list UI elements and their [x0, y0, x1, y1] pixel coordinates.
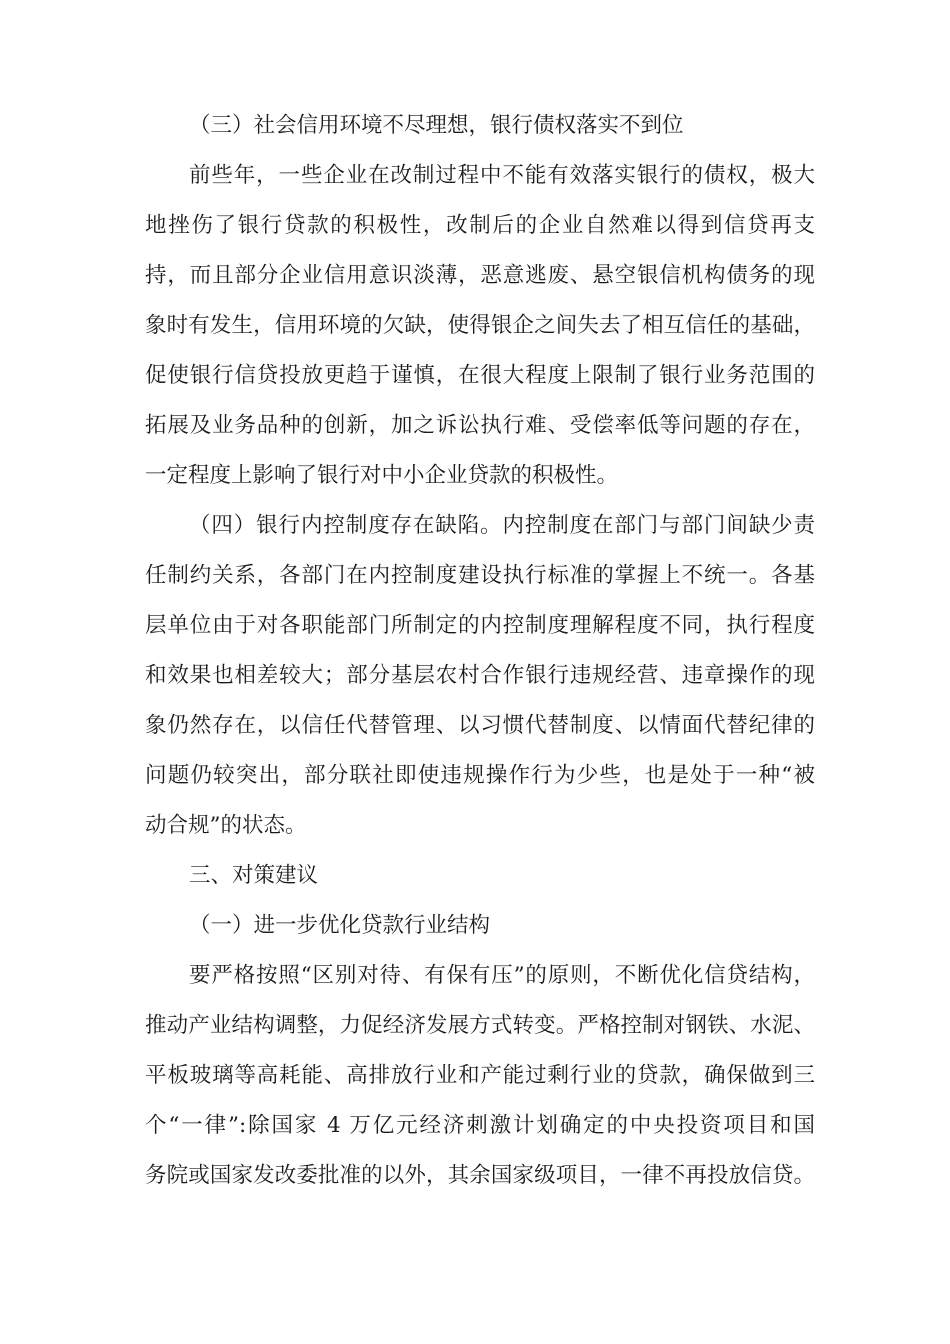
paragraph-line: 地挫伤了银行贷款的积极性，改制后的企业自然难以得到信贷再支	[145, 213, 815, 238]
paragraph-line: 要严格按照“区别对待、有保有压”的原则，不断优化信贷结构，	[189, 963, 815, 988]
paragraph-line: 象仍然存在，以信任代替管理、以习惯代替制度、以情面代替纪律的	[145, 713, 815, 738]
paragraph-line: 前些年，一些企业在改制过程中不能有效落实银行的债权，极大	[189, 163, 815, 188]
paragraph-line: 个“一律”:除国家 4 万亿元经济刺激计划确定的中央投资项目和国	[145, 1113, 815, 1138]
paragraph-line: 层单位由于对各职能部门所制定的内控制度理解程度不同，执行程度	[145, 613, 815, 638]
paragraph-line: 推动产业结构调整，力促经济发展方式转变。严格控制对钢铁、水泥、	[145, 1013, 815, 1038]
paragraph-line: 动合规”的状态。	[145, 813, 307, 838]
paragraph-line: 和效果也相差较大；部分基层农村合作银行违规经营、违章操作的现	[145, 663, 815, 688]
paragraph-line: 持，而且部分企业信用意识淡薄，恶意逃废、悬空银信机构债务的现	[145, 263, 815, 288]
chapter-heading: 三、对策建议	[189, 863, 319, 888]
paragraph-line: 促使银行信贷投放更趋于谨慎，在很大程度上限制了银行业务范围的	[145, 363, 815, 388]
paragraph-line: 平板玻璃等高耗能、高排放行业和产能过剩行业的贷款，确保做到三	[145, 1063, 815, 1088]
paragraph-line: 象时有发生，信用环境的欠缺，使得银企之间失去了相互信任的基础，	[145, 313, 815, 338]
paragraph-line: 拓展及业务品种的创新，加之诉讼执行难、受偿率低等问题的存在，	[145, 413, 815, 438]
paragraph-line: 一定程度上影响了银行对中小企业贷款的积极性。	[145, 463, 619, 488]
paragraph-line: 问题仍较突出，部分联社即使违规操作行为少些，也是处于一种“被	[145, 763, 815, 788]
section-heading-4: （四）银行内控制度存在缺陷。内控制度在部门与部门间缺少责	[189, 513, 815, 538]
section-heading-3: （三）社会信用环境不尽理想，银行债权落实不到位	[189, 113, 684, 138]
paragraph-line: 务院或国家发改委批准的以外，其余国家级项目，一律不再投放信贷。	[145, 1163, 815, 1188]
paragraph-line: 任制约关系，各部门在内控制度建设执行标准的掌握上不统一。各基	[145, 563, 815, 588]
section-heading-1: （一）进一步优化贷款行业结构	[189, 913, 491, 938]
